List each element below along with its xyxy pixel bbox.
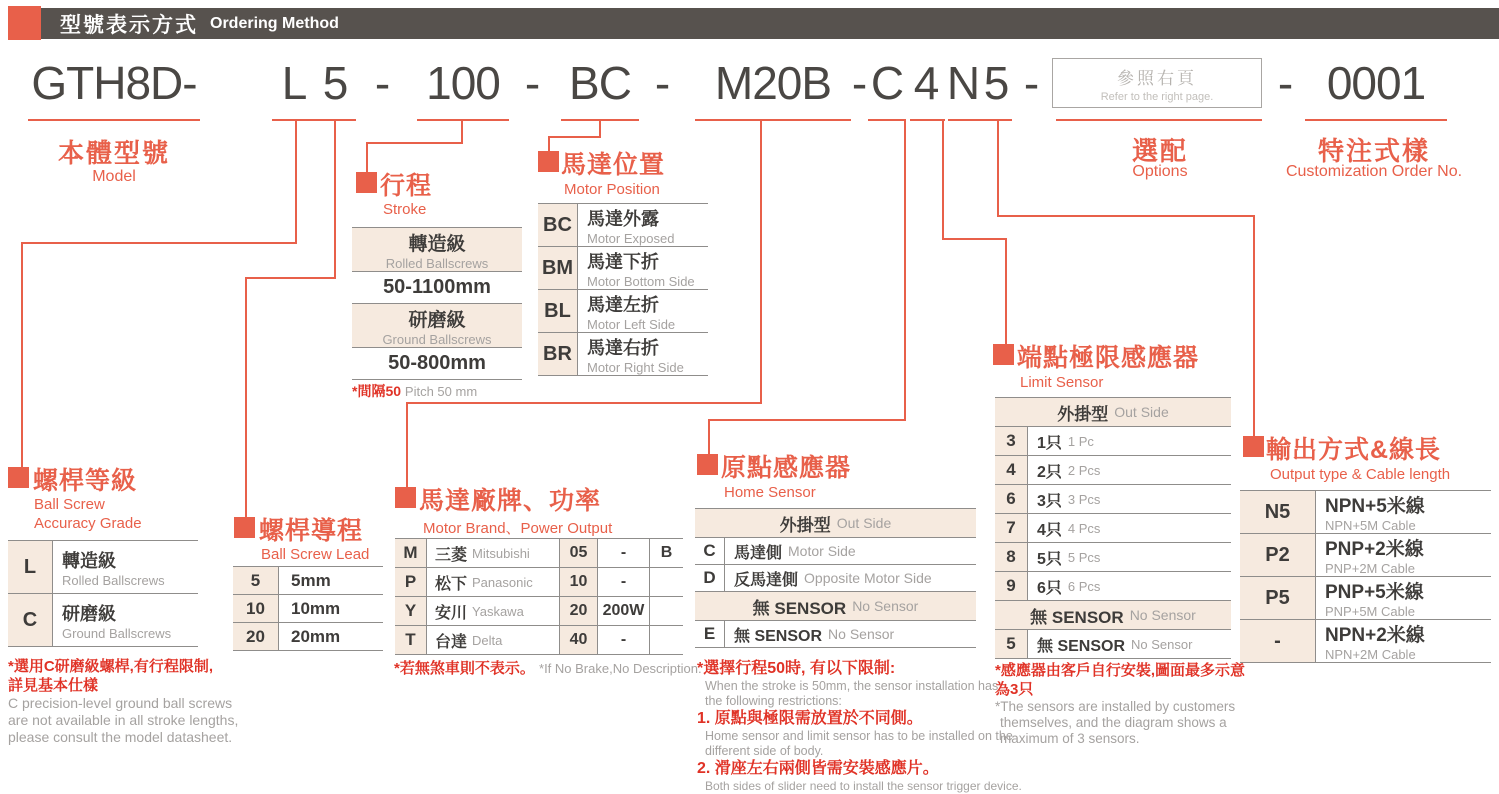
motor-footnote: *若無煞車則不表示。 *If No Brake,No Description.	[394, 660, 702, 677]
desc-cell: 2只 2 Pcs	[1037, 462, 1101, 481]
limit-footnote: *感應器由客戶自行安裝,圖面最多示意 為3只 *The sensors are installed by customers themselves, and the diagram shows a maximum of 3 sensors.	[995, 662, 1246, 746]
desc-cell: 無 SENSOR No Sensor	[734, 626, 895, 645]
motor-table	[395, 538, 683, 655]
home-title-en: Home Sensor	[724, 484, 816, 501]
table-row	[995, 572, 1231, 601]
model-code-output-n: N	[946, 57, 980, 109]
code-cell: 5	[233, 567, 279, 594]
model-code-stroke: 100	[426, 57, 500, 109]
desc-cell: 馬達下折 Motor Bottom Side	[587, 251, 695, 289]
stroke-title-zh: 行程	[380, 172, 433, 200]
connector-lead	[334, 120, 336, 279]
underline-output	[948, 119, 1012, 121]
connector-home	[708, 419, 906, 421]
code-cell: P	[395, 568, 427, 596]
model-dash: -	[1277, 57, 1293, 109]
connector-output	[997, 215, 1255, 217]
model-dash: -	[851, 57, 867, 109]
motor-title-zh: 馬達廠牌、功率	[419, 487, 602, 515]
table-row	[538, 333, 708, 376]
options-placeholder-box	[1052, 58, 1262, 108]
code-cell: BL	[538, 290, 578, 332]
code-cell: BR	[538, 333, 578, 375]
home-accent-square	[697, 454, 718, 475]
code-cell: E	[695, 621, 725, 647]
code-cell: T	[395, 626, 427, 654]
underline-stroke	[417, 119, 509, 121]
table-row	[695, 621, 976, 648]
options-box-text-en: Refer to the right page.	[1100, 90, 1214, 103]
home-footnote: *選擇行程50時, 有以下限制: When the stroke is 50mm, the sensor installation has the following restrictions: 1. 原點與極限需放置於不同側。 Home sensor and limit sensor has to be installed on the different side of body. 2. 滑座左右兩側皆需安裝感應片。 Both sides of slider need to install the sensor trigger device.	[697, 660, 1022, 793]
model-code-base: GTH8D-	[31, 57, 197, 109]
header-accent-square	[8, 6, 41, 40]
stroke-table	[352, 227, 522, 380]
brake-cell	[650, 597, 683, 625]
power-code-cell: 10	[560, 568, 598, 596]
connector-accuracy	[21, 242, 297, 244]
connector-stroke	[461, 120, 463, 144]
table-row	[995, 427, 1231, 456]
desc-cell: 5只 5 Pcs	[1037, 549, 1101, 568]
stroke-accent-square	[356, 172, 377, 193]
connector-output	[1253, 215, 1255, 437]
position-accent-square	[538, 151, 559, 172]
position-title-en: Motor Position	[564, 181, 660, 198]
desc-cell: 3只 3 Pcs	[1037, 491, 1101, 510]
code-cell: 5	[995, 630, 1028, 658]
connector-limit	[1005, 238, 1007, 345]
table-row	[1240, 534, 1491, 577]
custom-label-zh: 特注式樣	[1317, 136, 1431, 166]
table-row	[695, 538, 976, 565]
desc-cell: 馬達左折 Motor Left Side	[587, 294, 676, 332]
underline-base	[28, 119, 200, 121]
home-sensor-table	[695, 508, 976, 648]
model-code-home: C	[870, 57, 904, 109]
brand-cell: 三菱 Mitsubishi	[427, 539, 560, 567]
code-cell: 20	[233, 623, 279, 650]
connector-motor	[760, 120, 762, 404]
code-cell: M	[395, 539, 427, 567]
desc-cell: PNP+2米線 PNP+2M Cable	[1325, 539, 1424, 576]
value-cell: 20mm	[291, 626, 341, 646]
motor-title-en: Motor Brand、Power Output	[423, 520, 613, 537]
desc-cell: PNP+5米線 PNP+5M Cable	[1325, 582, 1424, 619]
no-sensor-header: 無 SENSOR No Sensor	[995, 601, 1231, 630]
table-row	[233, 567, 383, 595]
table-row	[995, 485, 1231, 514]
model-code-accuracy: L	[281, 57, 307, 109]
model-code-position: BC	[569, 57, 631, 109]
model-label-en: Model	[92, 168, 136, 185]
output-title-zh: 輸出方式&線長	[1266, 436, 1442, 464]
connector-home	[904, 120, 906, 421]
model-code-motor: M20B	[714, 57, 832, 109]
connector-lead	[245, 277, 336, 279]
table-row	[8, 541, 198, 594]
code-cell: L	[8, 541, 53, 593]
table-row	[995, 456, 1231, 485]
mount-type-header: 外掛型 Out Side	[695, 509, 976, 538]
connector-position	[548, 136, 550, 152]
mount-type-header: 外掛型 Out Side	[995, 398, 1231, 427]
output-table	[1240, 490, 1491, 663]
stroke-title-en: Stroke	[383, 201, 427, 218]
underline-accuracy	[272, 119, 316, 121]
lead-accent-square	[234, 517, 255, 538]
position-table	[538, 203, 708, 376]
code-cell: 3	[995, 427, 1028, 455]
table-row	[995, 630, 1231, 659]
stroke-footnote: *間隔50 Pitch 50 mm	[352, 383, 478, 399]
connector-stroke	[366, 142, 463, 144]
code-cell: -	[1240, 620, 1316, 662]
brand-cell: 台達 Delta	[427, 626, 560, 654]
connector-motor	[406, 402, 762, 404]
limit-accent-square	[993, 344, 1014, 365]
desc-cell: 馬達外露 Motor Exposed	[587, 208, 675, 246]
code-cell: 7	[995, 514, 1028, 542]
code-cell: 4	[995, 456, 1028, 484]
brand-cell: 安川 Yaskawa	[427, 597, 560, 625]
desc-cell: 無 SENSOR No Sensor	[1037, 636, 1193, 655]
table-row	[1240, 577, 1491, 620]
code-cell: 8	[995, 543, 1028, 571]
table-row	[395, 568, 683, 597]
code-cell: D	[695, 565, 725, 591]
code-cell: 10	[233, 595, 279, 622]
value-cell: 5mm	[291, 570, 331, 590]
code-cell: BC	[538, 204, 578, 246]
table-row	[1240, 620, 1491, 663]
table-row	[395, 539, 683, 568]
power-code-cell: 40	[560, 626, 598, 654]
power-cell: -	[598, 539, 650, 567]
desc-cell: 反馬達側 Opposite Motor Side	[734, 570, 932, 589]
underline-options	[1056, 119, 1262, 121]
options-box-text-zh: 參照右頁	[1117, 68, 1197, 88]
lead-title-en: Ball Screw Lead	[261, 546, 370, 563]
connector-limit	[942, 120, 944, 240]
underline-home	[868, 119, 906, 121]
table-row	[538, 290, 708, 333]
output-title-en: Output type & Cable length	[1270, 466, 1451, 483]
page-header-bar	[36, 8, 1499, 39]
options-label-zh: 選配	[1131, 136, 1189, 166]
accuracy-footnote: *選用C研磨級螺桿,有行程限制, 詳見基本仕樣 C precision-level ground ball screws are not available in all stroke lengths, please consult the model datasheet.	[8, 658, 239, 745]
code-cell: P5	[1240, 577, 1316, 619]
code-cell: BM	[538, 247, 578, 289]
limit-title-zh: 端點極限感應器	[1017, 344, 1200, 372]
connector-lead	[245, 277, 247, 518]
model-code-output-5: 5	[983, 57, 1009, 109]
table-row	[8, 594, 198, 647]
accuracy-title-zh: 螺桿等級	[33, 467, 138, 495]
desc-cell: 6只 6 Pcs	[1037, 578, 1101, 597]
connector-stroke	[366, 142, 368, 173]
model-code-serial: 0001	[1326, 57, 1426, 109]
stroke-range: 50-800mm	[352, 348, 522, 380]
options-label-en: Options	[1132, 163, 1188, 180]
connector-accuracy	[21, 242, 23, 468]
lead-title-zh: 螺桿導程	[259, 517, 364, 545]
table-row	[538, 204, 708, 247]
connector-output	[997, 120, 999, 217]
desc-cell: NPN+5米線 NPN+5M Cable	[1325, 496, 1425, 533]
code-cell: C	[8, 594, 53, 646]
value-cell: 10mm	[291, 598, 341, 618]
lead-table	[233, 566, 383, 651]
table-row	[995, 543, 1231, 572]
home-title-zh: 原點感應器	[721, 454, 852, 482]
power-code-cell: 20	[560, 597, 598, 625]
brake-cell	[650, 568, 683, 596]
motor-accent-square	[395, 487, 416, 508]
model-dash: -	[654, 57, 670, 109]
accuracy-title-en2: Accuracy Grade	[34, 515, 142, 532]
custom-label-en: Customization Order No.	[1285, 163, 1463, 180]
table-row	[695, 565, 976, 592]
brake-cell: B	[660, 544, 673, 561]
model-dash: -	[1023, 57, 1039, 109]
underline-serial	[1305, 119, 1447, 121]
underline-motor	[695, 119, 851, 121]
connector-accuracy	[295, 120, 297, 244]
table-row	[395, 626, 683, 655]
desc-cell: 1只 1 Pc	[1037, 433, 1094, 452]
table-row	[395, 597, 683, 626]
desc-cell: 馬達右折 Motor Right Side	[587, 337, 684, 375]
model-dash: -	[374, 57, 390, 109]
grade-header: 轉造級 Rolled Ballscrews	[352, 228, 522, 272]
model-dash: -	[524, 57, 540, 109]
accuracy-table	[8, 540, 198, 647]
table-row	[233, 595, 383, 623]
brake-cell	[650, 626, 683, 654]
no-sensor-header: 無 SENSOR No Sensor	[695, 592, 976, 621]
table-row	[538, 247, 708, 290]
page-title-en: Ordering Method	[210, 14, 339, 32]
desc-cell: 研磨級 Ground Ballscrews	[62, 603, 172, 641]
code-cell: 6	[995, 485, 1028, 513]
power-cell: -	[598, 626, 650, 654]
code-cell: P2	[1240, 534, 1316, 576]
brand-cell: 松下 Panasonic	[427, 568, 560, 596]
power-cell: 200W	[598, 597, 650, 625]
position-title-zh: 馬達位置	[561, 151, 666, 179]
model-code-lead: 5	[322, 57, 348, 109]
code-cell: C	[695, 538, 725, 564]
desc-cell: 4只 4 Pcs	[1037, 520, 1101, 539]
power-cell: -	[598, 568, 650, 596]
limit-title-en: Limit Sensor	[1020, 374, 1104, 391]
underline-limit	[910, 119, 945, 121]
grade-header: 研磨級 Ground Ballscrews	[352, 304, 522, 348]
power-code-cell: 05	[560, 539, 598, 567]
limit-sensor-table	[995, 397, 1231, 659]
connector-motor	[406, 402, 408, 488]
connector-position	[548, 136, 601, 138]
model-label-zh: 本體型號	[57, 138, 171, 168]
desc-cell: 轉造級 Rolled Ballscrews	[62, 550, 165, 588]
code-cell: 9	[995, 572, 1028, 600]
connector-home	[708, 419, 710, 455]
code-cell: Y	[395, 597, 427, 625]
output-accent-square	[1243, 436, 1264, 457]
desc-cell: NPN+2米線 NPN+2M Cable	[1325, 625, 1425, 662]
table-row	[1240, 491, 1491, 534]
accuracy-accent-square	[8, 467, 29, 488]
table-row	[995, 514, 1231, 543]
code-cell: N5	[1240, 491, 1316, 533]
connector-limit	[942, 238, 1007, 240]
table-row	[233, 623, 383, 651]
stroke-range: 50-1100mm	[352, 272, 522, 304]
model-code-limit: 4	[913, 57, 939, 109]
desc-cell: 馬達側 Motor Side	[734, 543, 856, 562]
page-title-zh: 型號表示方式	[60, 13, 198, 37]
accuracy-title-en1: Ball Screw	[34, 496, 105, 513]
